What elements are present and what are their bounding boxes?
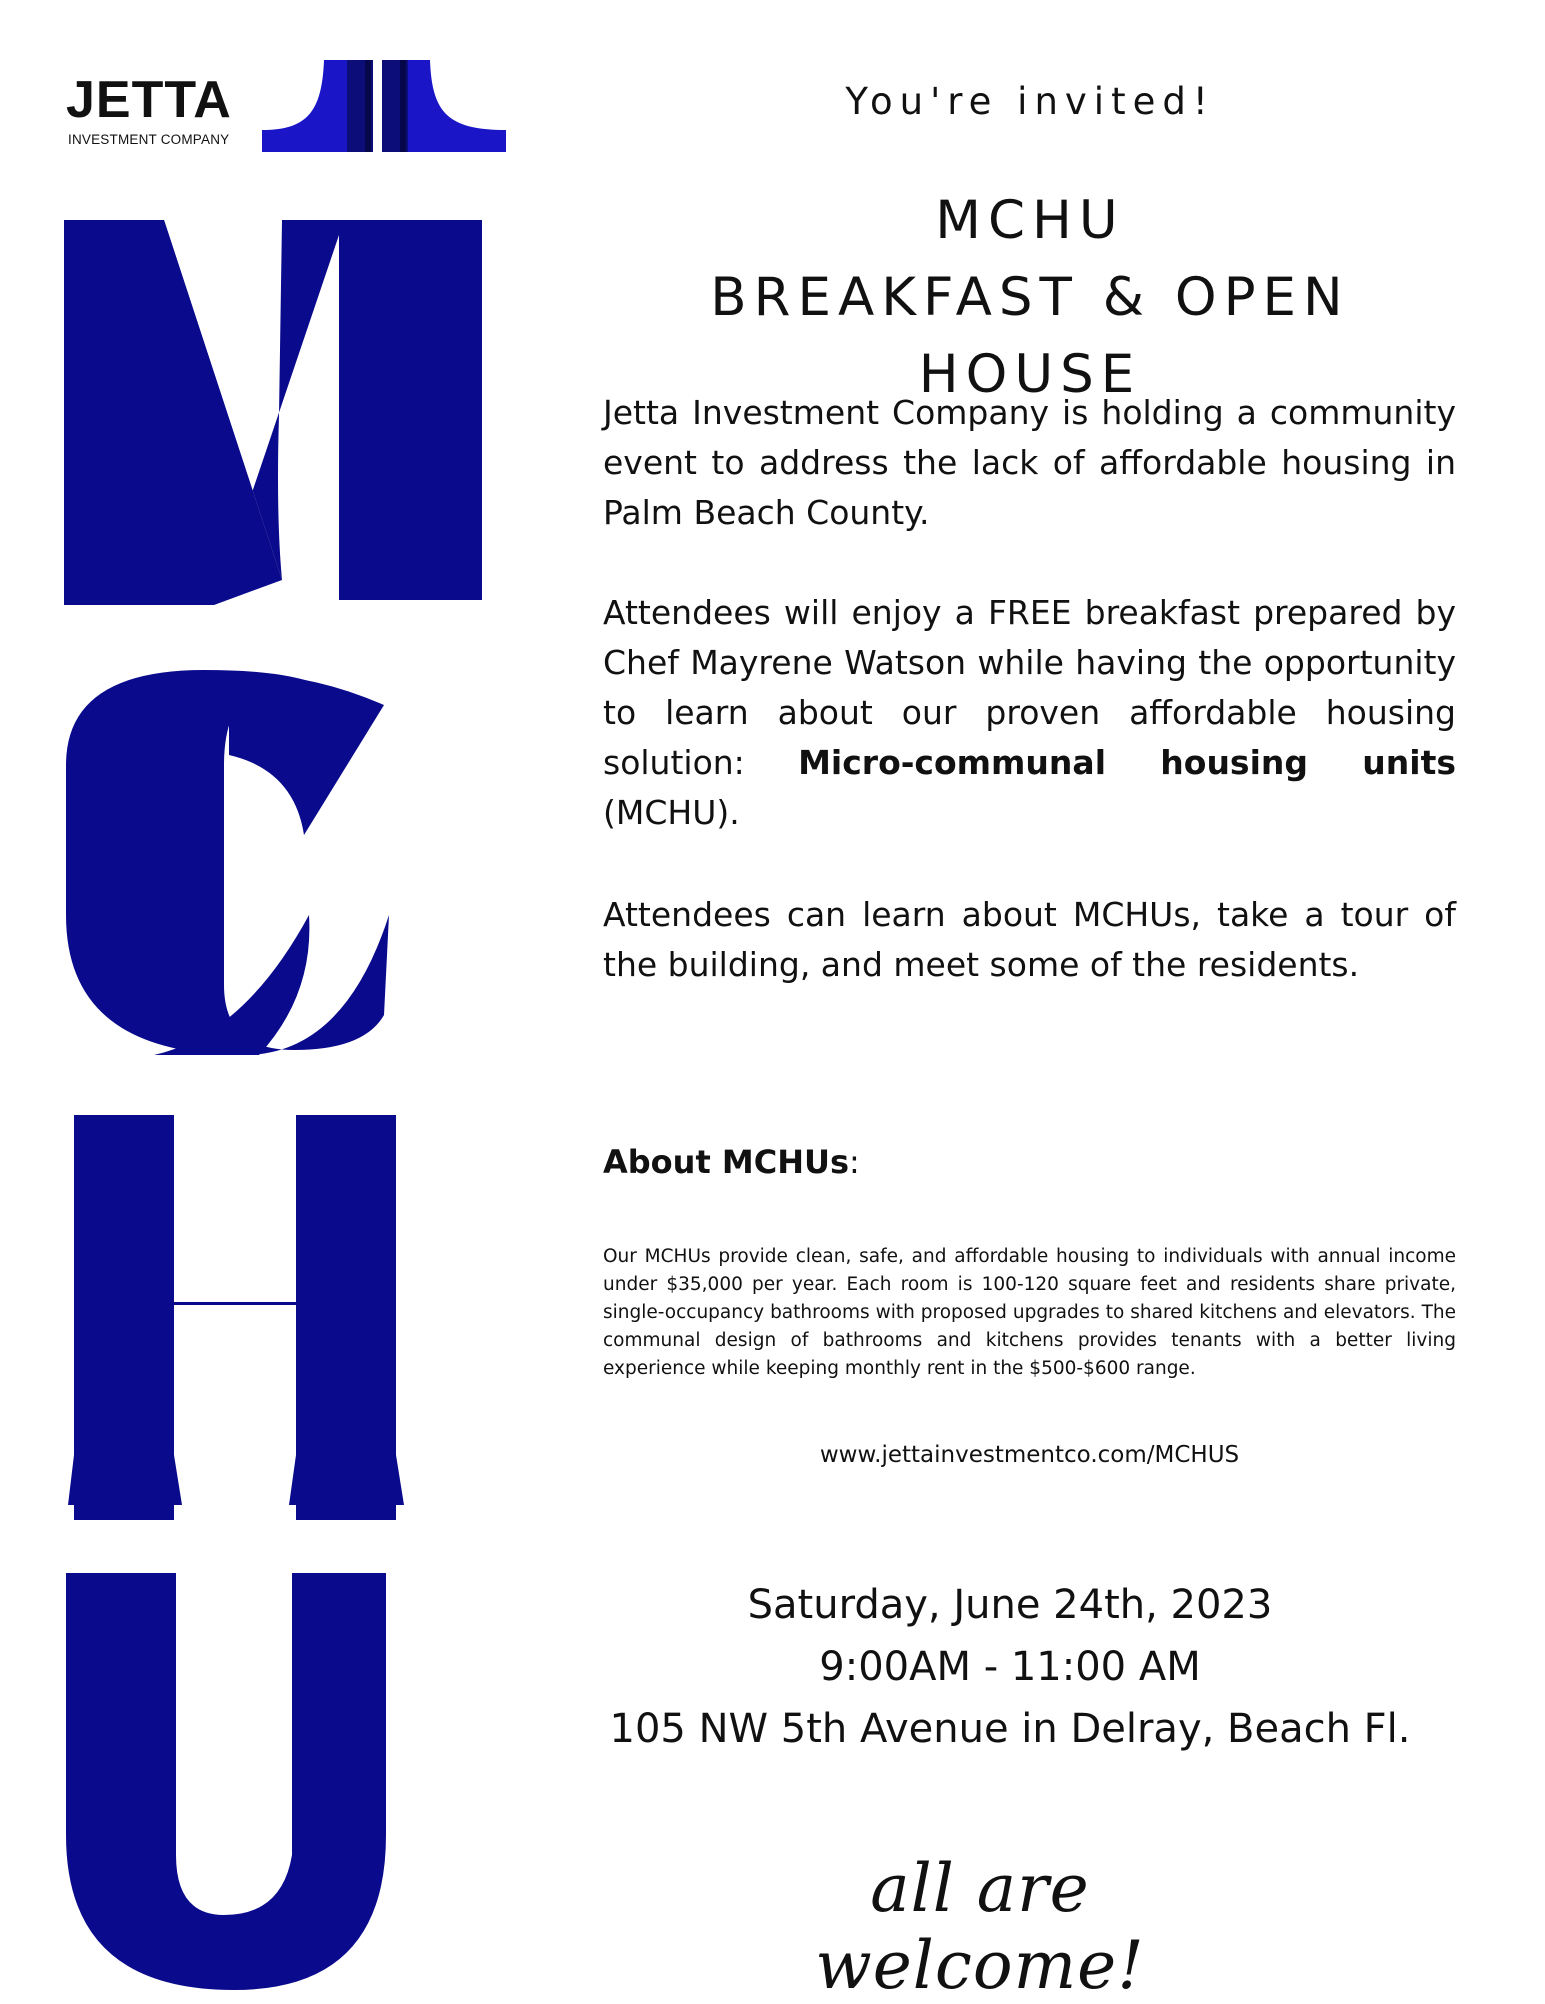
title-line-2: BREAKFAST & OPEN HOUSE	[710, 267, 1350, 405]
event-time: 9:00AM - 11:00 AM	[819, 1644, 1201, 1690]
building-columns-logo-icon	[262, 60, 506, 156]
breakfast-paragraph-text: Attendees will enjoy a FREE breakfast prepared by Chef Mayrene Watson while having the opportunity to learn about our proven affordable housing solution:	[603, 593, 1456, 782]
logo-wordmark: JETTA	[66, 71, 232, 129]
breakfast-paragraph-end: (MCHU).	[603, 793, 740, 832]
mchu-decorative-letters	[64, 215, 494, 1990]
about-heading-text: About MCHUs	[603, 1143, 850, 1181]
letter-c	[66, 670, 389, 1055]
letter-h	[68, 1115, 404, 1520]
event-location: 105 NW 5th Avenue in Delray, Beach Fl.	[609, 1706, 1411, 1752]
invite-heading: You're invited!	[845, 80, 1215, 123]
intro-paragraph: Jetta Investment Company is holding a community event to address the lack of affordable housing in Palm Beach County.	[603, 393, 1456, 532]
about-heading	[603, 1143, 860, 1181]
letter-u	[66, 1573, 386, 1990]
about-paragraph: Our MCHUs provide clean, safe, and affordable housing to individuals with annual income under $35,000 per year. Each room is 100-120 square feet and residents share private, single-occupancy bathrooms with proposed upgrades to shared kitchens and elevators. The communal design of bathrooms and kitchens provides tenants with a better living experience while keeping monthly rent in the $500-$600 range.	[603, 1246, 1456, 1379]
letter-m	[64, 215, 482, 605]
welcome-script: all are welcome!	[815, 1850, 1145, 2004]
tour-paragraph: Attendees can learn about MCHUs, take a tour of the building, and meet some of the residents.	[603, 895, 1456, 984]
website-link[interactable]: www.jettainvestmentco.com/MCHUS	[819, 1442, 1240, 1468]
breakfast-paragraph	[603, 588, 1456, 838]
event-date: Saturday, June 24th, 2023	[747, 1582, 1273, 1628]
mchu-definition: Micro-communal housing units	[798, 743, 1456, 782]
about-heading-colon: :	[849, 1143, 860, 1181]
title-line-1: MCHU	[935, 190, 1125, 251]
company-logo	[66, 60, 506, 156]
logo-subtitle: INVESTMENT COMPANY	[68, 132, 230, 147]
event-title	[590, 182, 1470, 413]
